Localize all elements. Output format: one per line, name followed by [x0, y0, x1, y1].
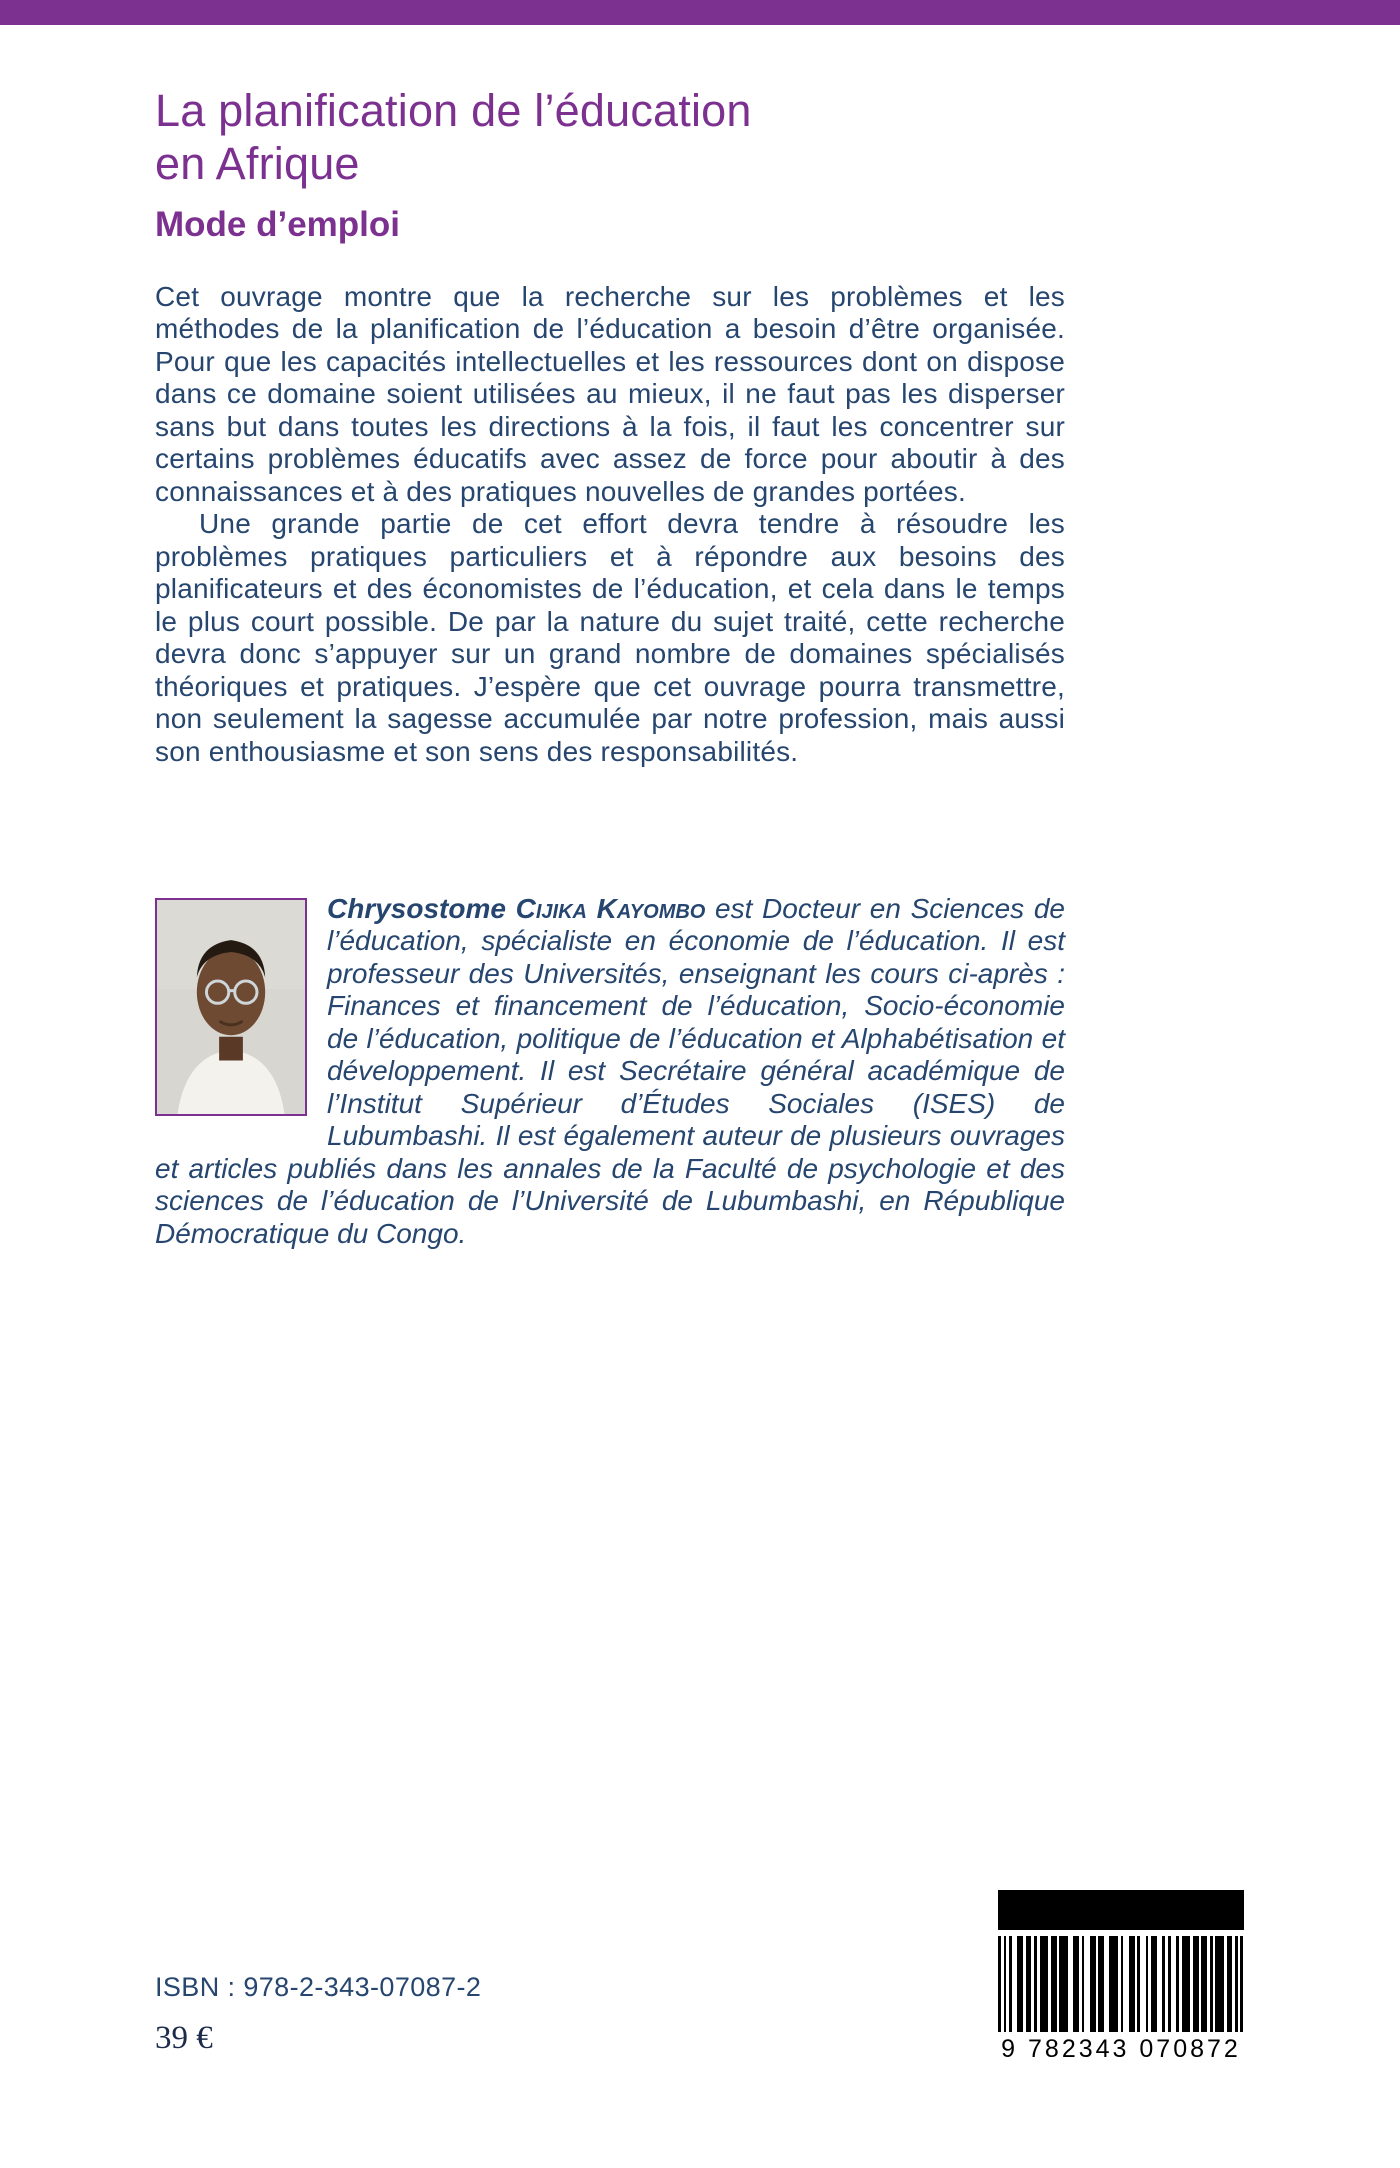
synopsis — [155, 281, 1065, 768]
book-title-line2: en Afrique — [155, 138, 360, 190]
book-title — [155, 84, 1115, 190]
price-text: 39 € — [155, 2020, 213, 2056]
synopsis-paragraph-1: Cet ouvrage montre que la recherche sur les problèmes et les méthodes de la planification de l’éducation a besoin d’être organisée. Pour que les capacités intellectuelles et les ressources dont on dispose dans ce domaine soient utilisées au mieux, il ne faut pas les disperser sans but dans toutes les directions à la fois, il faut les concentrer sur certains problèmes éducatifs avec assez de force pour aboutir à des connaissances et à des pratiques nouvelles de grandes portées. — [155, 281, 1065, 507]
synopsis-paragraph-2: Une grande partie de cet effort devra tendre à résoudre les problèmes pratiques particuliers et à répondre aux besoins des planificateurs et des économistes de l’éducation, et cela dans le temps le plus court possible. De par la nature du sujet traité, cette recherche devra donc s’appuyer sur un grand nombre de domaines spécialisés théoriques et pratiques. J’espère que cet ouvrage pourra transmettre, non seulement la sagesse accumulée par notre profession, mais aussi son enthousiasme et son sens des responsabilités. — [155, 508, 1065, 767]
isbn-text: ISBN : 978-2-343-07087-2 — [155, 1972, 482, 2002]
author-portrait-illustration — [157, 900, 305, 1114]
book-subtitle: Mode d’emploi — [155, 205, 400, 245]
author-bio-body: est Docteur en Sciences de l’éducation, spécialiste en économie de l’éducation. Il est professeur des Universités, enseignant les cours ci-après : Finances et financement de l’éducation, Socio-économie de l’éducation, politique de l’éducation et Alphabétisation et développement. Il est Secrétaire général académique de l’Institut Supérieur d’Études Sociales (ISES) de Lubumbashi. Il est également auteur de plusieurs ouvrages et articles publiés dans les annales de la Faculté de psychologie et des sciences de l’éducation de l’Université de Lubumbashi, en République Démocratique du Congo. — [155, 893, 1065, 1249]
author-bio — [155, 893, 1065, 1250]
author-first-name: Chrysostome — [327, 893, 516, 924]
book-title-line1: La planification de l’éducation — [155, 85, 752, 136]
barcode-block — [998, 1890, 1244, 2064]
author-photo — [155, 898, 307, 1116]
barcode-bars — [998, 1936, 1244, 2032]
barcode-top-band — [998, 1890, 1244, 1930]
title-block — [155, 84, 1115, 245]
barcode-number: 9 782343 070872 — [1001, 2035, 1241, 2063]
author-name — [327, 893, 705, 924]
author-last-name: Cijika Kayombo — [515, 893, 706, 924]
top-color-band — [0, 0, 1400, 25]
